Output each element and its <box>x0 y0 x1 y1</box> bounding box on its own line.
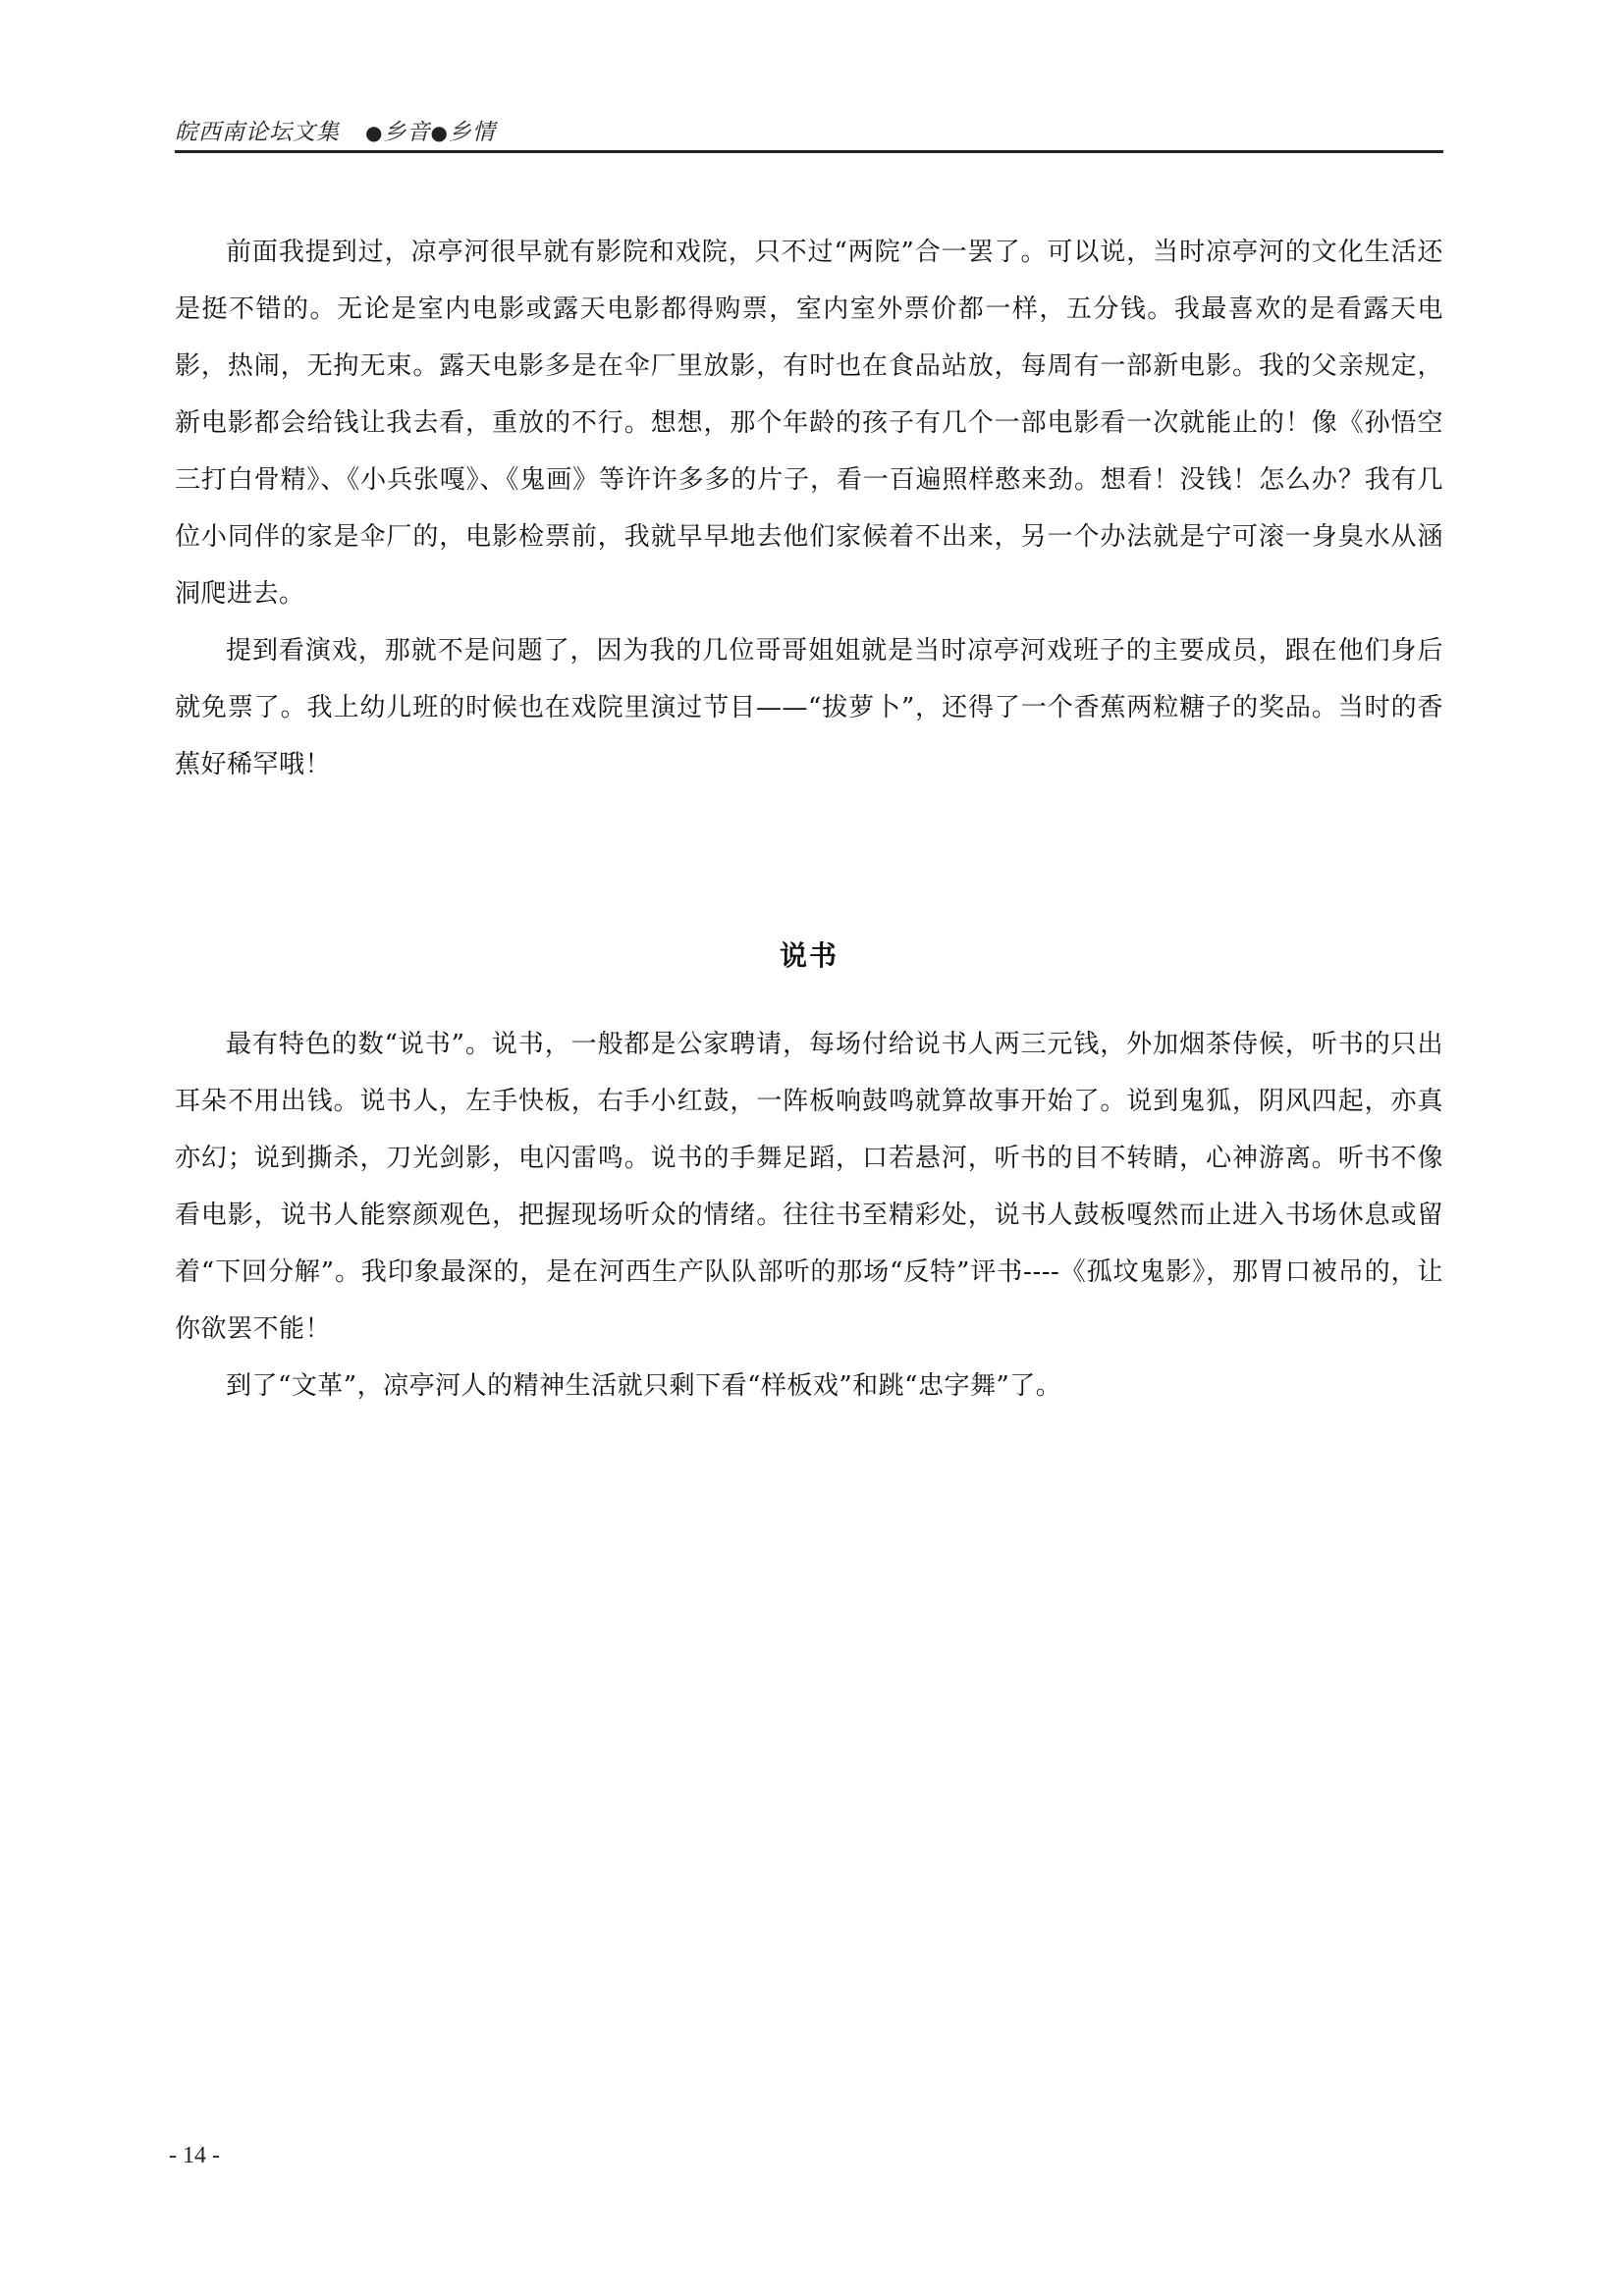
section-title: 说书 <box>779 939 839 972</box>
header-tag-2: 乡情 <box>448 120 496 145</box>
bullet-icon: ● <box>430 121 449 144</box>
section-1-body <box>175 224 1443 793</box>
paragraph: 前面我提到过，凉亭河很早就有影院和戏院，只不过“两院”合一罢了。可以说，当时凉亭河的文化生活还是挺不错的。无论是室内电影或露天电影都得购票，室内室外票价都一样，五分钱。我最喜欢的是看露天电影，热闹，无拘无束。露天电影多是在伞厂里放影，有时也在食品站放，每周有一部新电影。我的父亲规定，新电影都会给钱让我去看，重放的不行。想想，那个年龄的孩子有几个一部电影看一次就能止的！像《孙悟空三打白骨精》、《小兵张嘎》、《鬼画》等许许多多的片子，看一百遍照样憨来劲。想看！没钱！怎么办？我有几位小同伴的家是伞厂的，电影检票前，我就早早地去他们家候着不出来，另一个办法就是宁可滚一身臭水从涵洞爬进去。 <box>175 238 1443 609</box>
collection-title: 皖西南论坛文集 <box>175 120 340 145</box>
header-tag-1: 乡音 <box>383 120 431 145</box>
page-number: - 14 - <box>169 2143 220 2168</box>
paragraph: 提到看演戏，那就不是问题了，因为我的几位哥哥姐姐就是当时凉亭河戏班子的主要成员，跟在他们身后就免票了。我上幼儿班的时候也在戏院里演过节目——“拔萝卜”，还得了一个香蕉两粒糖子的奖品。当时的香蕉好稀罕哦！ <box>175 636 1443 779</box>
paragraph: 最有特色的数“说书”。说书，一般都是公家聘请，每场付给说书人两三元钱，外加烟茶侍候，听书的只出耳朵不用出钱。说书人，左手快板，右手小红鼓，一阵板响鼓鸣就算故事开始了。说到鬼狐，阴风四起，亦真亦幻；说到撕杀，刀光剑影，电闪雷鸣。说书的手舞足蹈，口若悬河，听书的目不转睛，心神游离。听书不像看电影，说书人能察颜观色，把握现场听众的情绪。往往书至精彩处，说书人鼓板嘎然而止进入书场休息或留着“下回分解”。我印象最深的，是在河西生产队队部听的那场“反特”评书----《孤坟鬼影》，那胃口被吊的，让你欲罢不能！ <box>175 1030 1443 1344</box>
page-header <box>175 110 1443 153</box>
bullet-icon: ● <box>365 121 384 144</box>
header-text <box>175 114 496 146</box>
section-2-body <box>175 1016 1443 1415</box>
paragraph: 到了“文革”，凉亭河人的精神生活就只剩下看“样板戏”和跳“忠字舞”了。 <box>226 1371 1062 1401</box>
